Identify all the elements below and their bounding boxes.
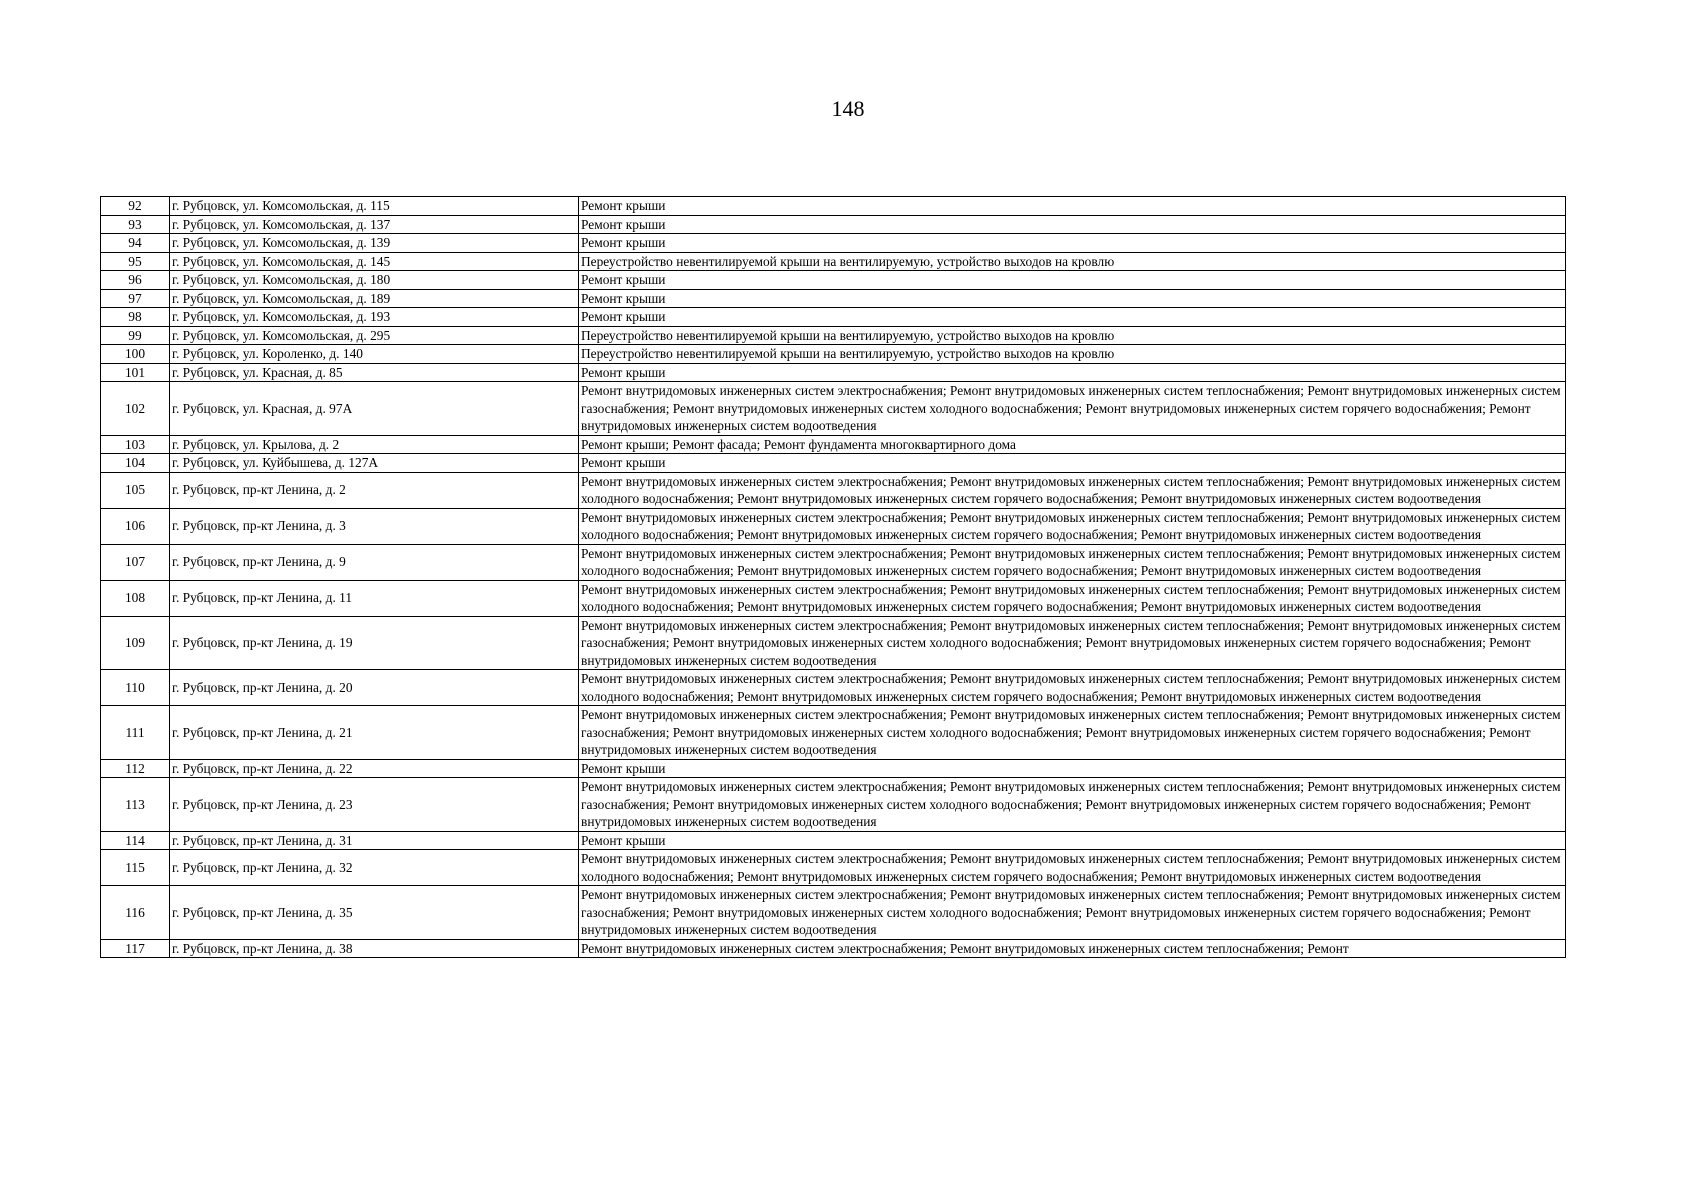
row-number-cell: 113 — [101, 778, 170, 832]
row-number-cell: 95 — [101, 252, 170, 271]
work-description-cell: Ремонт внутридомовых инженерных систем электроснабжения; Ремонт внутридомовых инженерных систем теплоснабжения; Ремонт — [579, 939, 1566, 958]
row-number-cell: 102 — [101, 382, 170, 436]
row-number-cell: 93 — [101, 215, 170, 234]
address-cell: г. Рубцовск, ул. Комсомольская, д. 139 — [170, 234, 579, 253]
address-cell: г. Рубцовск, пр-кт Ленина, д. 9 — [170, 544, 579, 580]
address-cell: г. Рубцовск, ул. Крылова, д. 2 — [170, 435, 579, 454]
page-number: 148 — [831, 96, 865, 121]
row-number-cell: 99 — [101, 326, 170, 345]
work-description-cell: Ремонт крыши — [579, 363, 1566, 382]
row-number-cell: 109 — [101, 616, 170, 670]
row-number-cell: 110 — [101, 670, 170, 706]
table-row — [101, 326, 1566, 345]
table-row — [101, 271, 1566, 290]
table-body — [101, 197, 1566, 958]
work-description-cell: Ремонт крыши — [579, 289, 1566, 308]
row-number-cell: 94 — [101, 234, 170, 253]
work-description-cell: Ремонт внутридомовых инженерных систем электроснабжения; Ремонт внутридомовых инженерных систем теплоснабжения; Ремонт внутридомовых инженерных систем холодного водоснабжения; Ремонт внутридомовых инженерных систем горячего водоснабжения; Ремонт внутридомовых инженерных систем водоотведения — [579, 544, 1566, 580]
row-number-cell: 104 — [101, 454, 170, 473]
work-description-cell: Ремонт крыши — [579, 831, 1566, 850]
work-description-cell: Ремонт крыши — [579, 271, 1566, 290]
work-description-cell: Ремонт внутридомовых инженерных систем электроснабжения; Ремонт внутридомовых инженерных систем теплоснабжения; Ремонт внутридомовых инженерных систем газоснабжения; Ремонт внутридомовых инженерных систем холодного водоснабжения; Ремонт внутридомовых инженерных систем горячего водоснабжения; Ремонт внутридомовых инженерных систем водоотведения — [579, 616, 1566, 670]
work-description-cell: Ремонт крыши — [579, 759, 1566, 778]
work-description-cell: Ремонт внутридомовых инженерных систем электроснабжения; Ремонт внутридомовых инженерных систем теплоснабжения; Ремонт внутридомовых инженерных систем газоснабжения; Ремонт внутридомовых инженерных систем холодного водоснабжения; Ремонт внутридомовых инженерных систем горячего водоснабжения; Ремонт внутридомовых инженерных систем водоотведения — [579, 886, 1566, 940]
address-cell: г. Рубцовск, пр-кт Ленина, д. 11 — [170, 580, 579, 616]
row-number-cell: 112 — [101, 759, 170, 778]
row-number-cell: 115 — [101, 850, 170, 886]
table-row — [101, 778, 1566, 832]
table-row — [101, 580, 1566, 616]
table-row — [101, 670, 1566, 706]
row-number-cell: 103 — [101, 435, 170, 454]
work-description-cell: Ремонт крыши — [579, 234, 1566, 253]
table-row — [101, 252, 1566, 271]
row-number-cell: 105 — [101, 472, 170, 508]
table-row — [101, 308, 1566, 327]
address-cell: г. Рубцовск, пр-кт Ленина, д. 19 — [170, 616, 579, 670]
work-description-cell: Ремонт крыши; Ремонт фасада; Ремонт фундамента многоквартирного дома — [579, 435, 1566, 454]
address-cell: г. Рубцовск, пр-кт Ленина, д. 23 — [170, 778, 579, 832]
table-row — [101, 831, 1566, 850]
address-cell: г. Рубцовск, ул. Комсомольская, д. 189 — [170, 289, 579, 308]
address-cell: г. Рубцовск, ул. Комсомольская, д. 115 — [170, 197, 579, 216]
work-description-cell: Переустройство невентилируемой крыши на вентилируемую, устройство выходов на кровлю — [579, 345, 1566, 364]
address-cell: г. Рубцовск, пр-кт Ленина, д. 32 — [170, 850, 579, 886]
table-row — [101, 363, 1566, 382]
work-description-cell: Переустройство невентилируемой крыши на вентилируемую, устройство выходов на кровлю — [579, 252, 1566, 271]
address-cell: г. Рубцовск, пр-кт Ленина, д. 20 — [170, 670, 579, 706]
row-number-cell: 96 — [101, 271, 170, 290]
work-description-cell: Ремонт крыши — [579, 454, 1566, 473]
work-description-cell: Ремонт внутридомовых инженерных систем электроснабжения; Ремонт внутридомовых инженерных систем теплоснабжения; Ремонт внутридомовых инженерных систем газоснабжения; Ремонт внутридомовых инженерных систем холодного водоснабжения; Ремонт внутридомовых инженерных систем горячего водоснабжения; Ремонт внутридомовых инженерных систем водоотведения — [579, 382, 1566, 436]
address-cell: г. Рубцовск, пр-кт Ленина, д. 2 — [170, 472, 579, 508]
row-number-cell: 117 — [101, 939, 170, 958]
row-number-cell: 92 — [101, 197, 170, 216]
work-description-cell: Ремонт внутридомовых инженерных систем электроснабжения; Ремонт внутридомовых инженерных систем теплоснабжения; Ремонт внутридомовых инженерных систем холодного водоснабжения; Ремонт внутридомовых инженерных систем горячего водоснабжения; Ремонт внутридомовых инженерных систем водоотведения — [579, 472, 1566, 508]
repair-works-table — [100, 196, 1566, 958]
work-description-cell: Ремонт внутридомовых инженерных систем электроснабжения; Ремонт внутридомовых инженерных систем теплоснабжения; Ремонт внутридомовых инженерных систем холодного водоснабжения; Ремонт внутридомовых инженерных систем горячего водоснабжения; Ремонт внутридомовых инженерных систем водоотведения — [579, 580, 1566, 616]
address-cell: г. Рубцовск, пр-кт Ленина, д. 38 — [170, 939, 579, 958]
work-description-cell: Ремонт внутридомовых инженерных систем электроснабжения; Ремонт внутридомовых инженерных систем теплоснабжения; Ремонт внутридомовых инженерных систем холодного водоснабжения; Ремонт внутридомовых инженерных систем горячего водоснабжения; Ремонт внутридомовых инженерных систем водоотведения — [579, 670, 1566, 706]
table-row — [101, 382, 1566, 436]
address-cell: г. Рубцовск, пр-кт Ленина, д. 3 — [170, 508, 579, 544]
address-cell: г. Рубцовск, ул. Короленко, д. 140 — [170, 345, 579, 364]
table-row — [101, 759, 1566, 778]
table-row — [101, 544, 1566, 580]
address-cell: г. Рубцовск, пр-кт Ленина, д. 31 — [170, 831, 579, 850]
address-cell: г. Рубцовск, пр-кт Ленина, д. 21 — [170, 706, 579, 760]
table-row — [101, 289, 1566, 308]
table-row — [101, 850, 1566, 886]
address-cell: г. Рубцовск, ул. Комсомольская, д. 145 — [170, 252, 579, 271]
address-cell: г. Рубцовск, ул. Комсомольская, д. 137 — [170, 215, 579, 234]
row-number-cell: 107 — [101, 544, 170, 580]
row-number-cell: 108 — [101, 580, 170, 616]
address-cell: г. Рубцовск, ул. Красная, д. 85 — [170, 363, 579, 382]
table-row — [101, 472, 1566, 508]
address-cell: г. Рубцовск, пр-кт Ленина, д. 35 — [170, 886, 579, 940]
table-row — [101, 454, 1566, 473]
table-row — [101, 706, 1566, 760]
row-number-cell: 97 — [101, 289, 170, 308]
table-row — [101, 886, 1566, 940]
address-cell: г. Рубцовск, ул. Комсомольская, д. 193 — [170, 308, 579, 327]
address-cell: г. Рубцовск, пр-кт Ленина, д. 22 — [170, 759, 579, 778]
work-description-cell: Ремонт крыши — [579, 215, 1566, 234]
table-row — [101, 939, 1566, 958]
address-cell: г. Рубцовск, ул. Комсомольская, д. 295 — [170, 326, 579, 345]
table-row — [101, 197, 1566, 216]
address-cell: г. Рубцовск, ул. Красная, д. 97А — [170, 382, 579, 436]
work-description-cell: Переустройство невентилируемой крыши на вентилируемую, устройство выходов на кровлю — [579, 326, 1566, 345]
work-description-cell: Ремонт внутридомовых инженерных систем электроснабжения; Ремонт внутридомовых инженерных систем теплоснабжения; Ремонт внутридомовых инженерных систем газоснабжения; Ремонт внутридомовых инженерных систем холодного водоснабжения; Ремонт внутридомовых инженерных систем горячего водоснабжения; Ремонт внутридомовых инженерных систем водоотведения — [579, 706, 1566, 760]
table-row — [101, 345, 1566, 364]
work-description-cell: Ремонт крыши — [579, 197, 1566, 216]
row-number-cell: 101 — [101, 363, 170, 382]
table-row — [101, 616, 1566, 670]
row-number-cell: 111 — [101, 706, 170, 760]
table-row — [101, 234, 1566, 253]
work-description-cell: Ремонт внутридомовых инженерных систем электроснабжения; Ремонт внутридомовых инженерных систем теплоснабжения; Ремонт внутридомовых инженерных систем холодного водоснабжения; Ремонт внутридомовых инженерных систем горячего водоснабжения; Ремонт внутридомовых инженерных систем водоотведения — [579, 850, 1566, 886]
row-number-cell: 100 — [101, 345, 170, 364]
work-description-cell: Ремонт крыши — [579, 308, 1566, 327]
row-number-cell: 114 — [101, 831, 170, 850]
table-row — [101, 508, 1566, 544]
row-number-cell: 106 — [101, 508, 170, 544]
address-cell: г. Рубцовск, ул. Куйбышева, д. 127А — [170, 454, 579, 473]
table-row — [101, 215, 1566, 234]
address-cell: г. Рубцовск, ул. Комсомольская, д. 180 — [170, 271, 579, 290]
row-number-cell: 116 — [101, 886, 170, 940]
row-number-cell: 98 — [101, 308, 170, 327]
work-description-cell: Ремонт внутридомовых инженерных систем электроснабжения; Ремонт внутридомовых инженерных систем теплоснабжения; Ремонт внутридомовых инженерных систем газоснабжения; Ремонт внутридомовых инженерных систем холодного водоснабжения; Ремонт внутридомовых инженерных систем горячего водоснабжения; Ремонт внутридомовых инженерных систем водоотведения — [579, 778, 1566, 832]
table-row — [101, 435, 1566, 454]
work-description-cell: Ремонт внутридомовых инженерных систем электроснабжения; Ремонт внутридомовых инженерных систем теплоснабжения; Ремонт внутридомовых инженерных систем холодного водоснабжения; Ремонт внутридомовых инженерных систем горячего водоснабжения; Ремонт внутридомовых инженерных систем водоотведения — [579, 508, 1566, 544]
